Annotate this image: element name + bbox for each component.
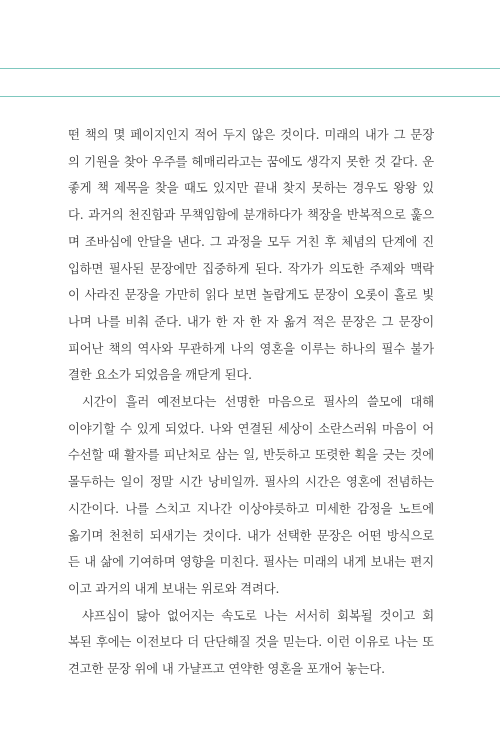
- text-line: 몰두하는 일이 정말 시간 낭비일까. 필사의 시간은 영혼에 전념하는: [68, 475, 434, 490]
- text-line: 좋게 책 제목을 찾을 때도 있지만 끝내 찾지 못하는 경우도 왕왕 있: [68, 181, 434, 196]
- text-line: 며 조바심에 안달을 낸다. 그 과정을 모두 거친 후 체념의 단계에 진: [68, 234, 434, 249]
- text-line: 이야기할 수 있게 되었다. 나와 연결된 세상이 소란스러워 마음이 어: [68, 421, 434, 436]
- text-line: 옮기며 천천히 되새기는 것이다. 내가 선택한 문장은 어떤 방식으로: [68, 528, 434, 543]
- text-line: 입하면 필사된 문장에만 집중하게 된다. 작가가 의도한 주제와 맥락: [68, 261, 434, 276]
- page-body: [68, 122, 434, 683]
- paragraph-2: [68, 389, 434, 603]
- text-line: 피어난 책의 역사와 무관하게 나의 영혼을 이루는 하나의 필수 불가: [68, 341, 434, 356]
- text-line: 떤 책의 몇 페이지인지 적어 두지 않은 것이다. 미래의 내가 그 문장: [68, 128, 434, 142]
- text-line: 의 기원을 찾아 우주를 헤매리라고는 꿈에도 생각지 못한 것 같다. 운: [68, 154, 434, 169]
- text-line: 복된 후에는 이전보다 더 단단해질 것을 믿는다. 이런 이유로 나는 또: [68, 635, 434, 650]
- text-line: 샤프심이 닳아 없어지는 속도로 나는 서서히 회복될 것이고 회: [82, 608, 434, 623]
- text-line: 수선할 때 활자를 피난처로 삼는 일, 반듯하고 또렷한 획을 긋는 것에: [68, 448, 434, 463]
- text-line: 다. 과거의 천진함과 무책임함에 분개하다가 책장을 반복적으로 훑으: [68, 208, 434, 223]
- text-line: 시간이 흘러 예전보다는 선명한 마음으로 필사의 쓸모에 대해: [82, 395, 434, 410]
- text-line: 나며 나를 비춰 준다. 내가 한 자 한 자 옮겨 적은 문장은 그 문장이: [68, 314, 434, 329]
- text-line: 견고한 문장 위에 내 가냘프고 연약한 영혼을 포개어 놓는다.: [68, 662, 385, 677]
- paragraph-3: [68, 603, 434, 683]
- header-rule-top: [0, 68, 500, 69]
- text-line: 시간이다. 나를 스치고 지나간 이상야릇하고 미세한 감정을 노트에: [68, 501, 434, 516]
- text-line: 든 내 삶에 기여하며 영향을 미친다. 필사는 미래의 내게 보내는 편지: [68, 555, 434, 570]
- text-line: 이고 과거의 내게 보내는 위로와 격려다.: [68, 581, 280, 596]
- header-rule-bottom: [0, 96, 500, 97]
- text-line: 이 사라진 문장을 가만히 읽다 보면 놀랍게도 문장이 오롯이 홀로 빛: [68, 288, 434, 303]
- paragraph-1: [68, 122, 434, 389]
- text-line: 결한 요소가 되었음을 깨닫게 된다.: [68, 368, 252, 383]
